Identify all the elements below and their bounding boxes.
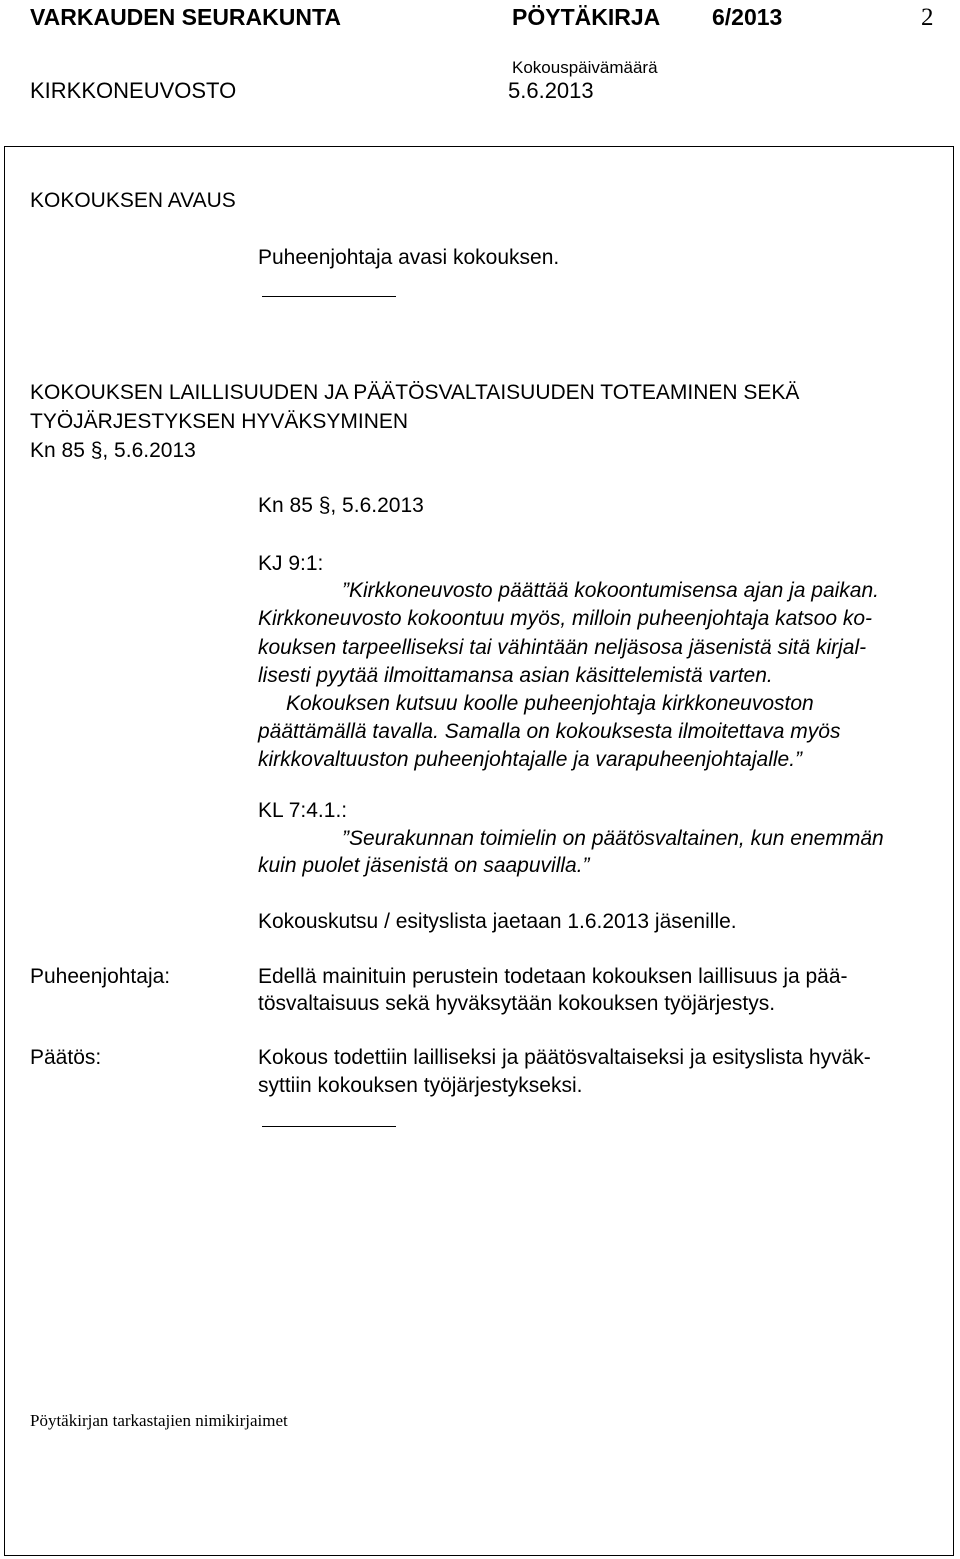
section-title-opening: KOKOUKSEN AVAUS — [30, 189, 236, 212]
section-reference-right: Kn 85 §, 5.6.2013 — [258, 494, 424, 517]
section-title-line-2: TYÖJÄRJESTYKSEN HYVÄKSYMINEN — [30, 410, 409, 433]
opening-text: Puheenjohtaja avasi kokouksen. — [258, 246, 560, 269]
kj-quote-line-7: kirkkovaltuuston puheenjohtajalle ja varapuheenjohtajalle.” — [258, 748, 803, 771]
page-number: 2 — [921, 4, 934, 31]
divider-line — [262, 296, 396, 297]
kl-label: KL 7:4.1.: — [258, 799, 348, 822]
section-title-line-1: KOKOUKSEN LAILLISUUDEN JA PÄÄTÖSVALTAISUUDEN TOTEAMINEN SEKÄ — [30, 381, 800, 404]
chair-proposal-line-1: Edellä mainituin perustein todetaan kokouksen laillisuus ja pää- — [258, 965, 848, 988]
parish-name: VARKAUDEN SEURAKUNTA — [30, 4, 341, 30]
kl-quote-line-2: kuin puolet jäsenistä on saapuvilla.” — [258, 854, 590, 877]
document-type: PÖYTÄKIRJA — [512, 4, 661, 30]
signatures-label: Pöytäkirjan tarkastajien nimikirjaimet — [30, 1411, 288, 1430]
chair-proposal-line-2: tösvaltaisuus sekä hyväksytään kokouksen työjärjestys. — [258, 992, 776, 1015]
kj-quote-line-3: kouksen tarpeelliseksi tai vähintään neljäsosa jäsenistä sitä kirjal- — [258, 636, 867, 659]
decision-line-1: Kokous todettiin lailliseksi ja päätösvaltaiseksi ja esityslista hyväk- — [258, 1046, 871, 1069]
section-reference-left: Kn 85 §, 5.6.2013 — [30, 439, 196, 462]
decision-label: Päätös: — [30, 1046, 102, 1069]
invitation-text: Kokouskutsu / esityslista jaetaan 1.6.2013 jäsenille. — [258, 910, 737, 933]
date-label: Kokouspäivämäärä — [512, 58, 658, 77]
kj-quote-line-1: ”Kirkkoneuvosto päättää kokoontumisensa ajan ja paikan. — [342, 579, 879, 602]
meeting-date: 5.6.2013 — [508, 78, 594, 103]
kj-quote-line-5: Kokouksen kutsuu koolle puheenjohtaja kirkkoneuvoston — [286, 692, 814, 715]
kj-quote-line-2: Kirkkoneuvosto kokoontuu myös, milloin puheenjohtaja katsoo ko- — [258, 607, 873, 630]
divider-line — [262, 1126, 396, 1127]
kl-quote-line-1: ”Seurakunnan toimielin on päätösvaltainen, kun enemmän — [342, 827, 884, 850]
decision-line-2: syttiin kokouksen työjärjestykseksi. — [258, 1074, 583, 1097]
kj-quote-line-4: lisesti pyytää ilmoittamansa asian käsittelemistä varten. — [258, 664, 773, 687]
meeting-body: KIRKKONEUVOSTO — [30, 78, 237, 103]
chair-label: Puheenjohtaja: — [30, 965, 171, 988]
kj-label: KJ 9:1: — [258, 552, 324, 575]
document-number: 6/2013 — [712, 4, 783, 30]
kj-quote-line-6: päättämällä tavalla. Samalla on kokouksesta ilmoitettava myös — [258, 720, 841, 743]
